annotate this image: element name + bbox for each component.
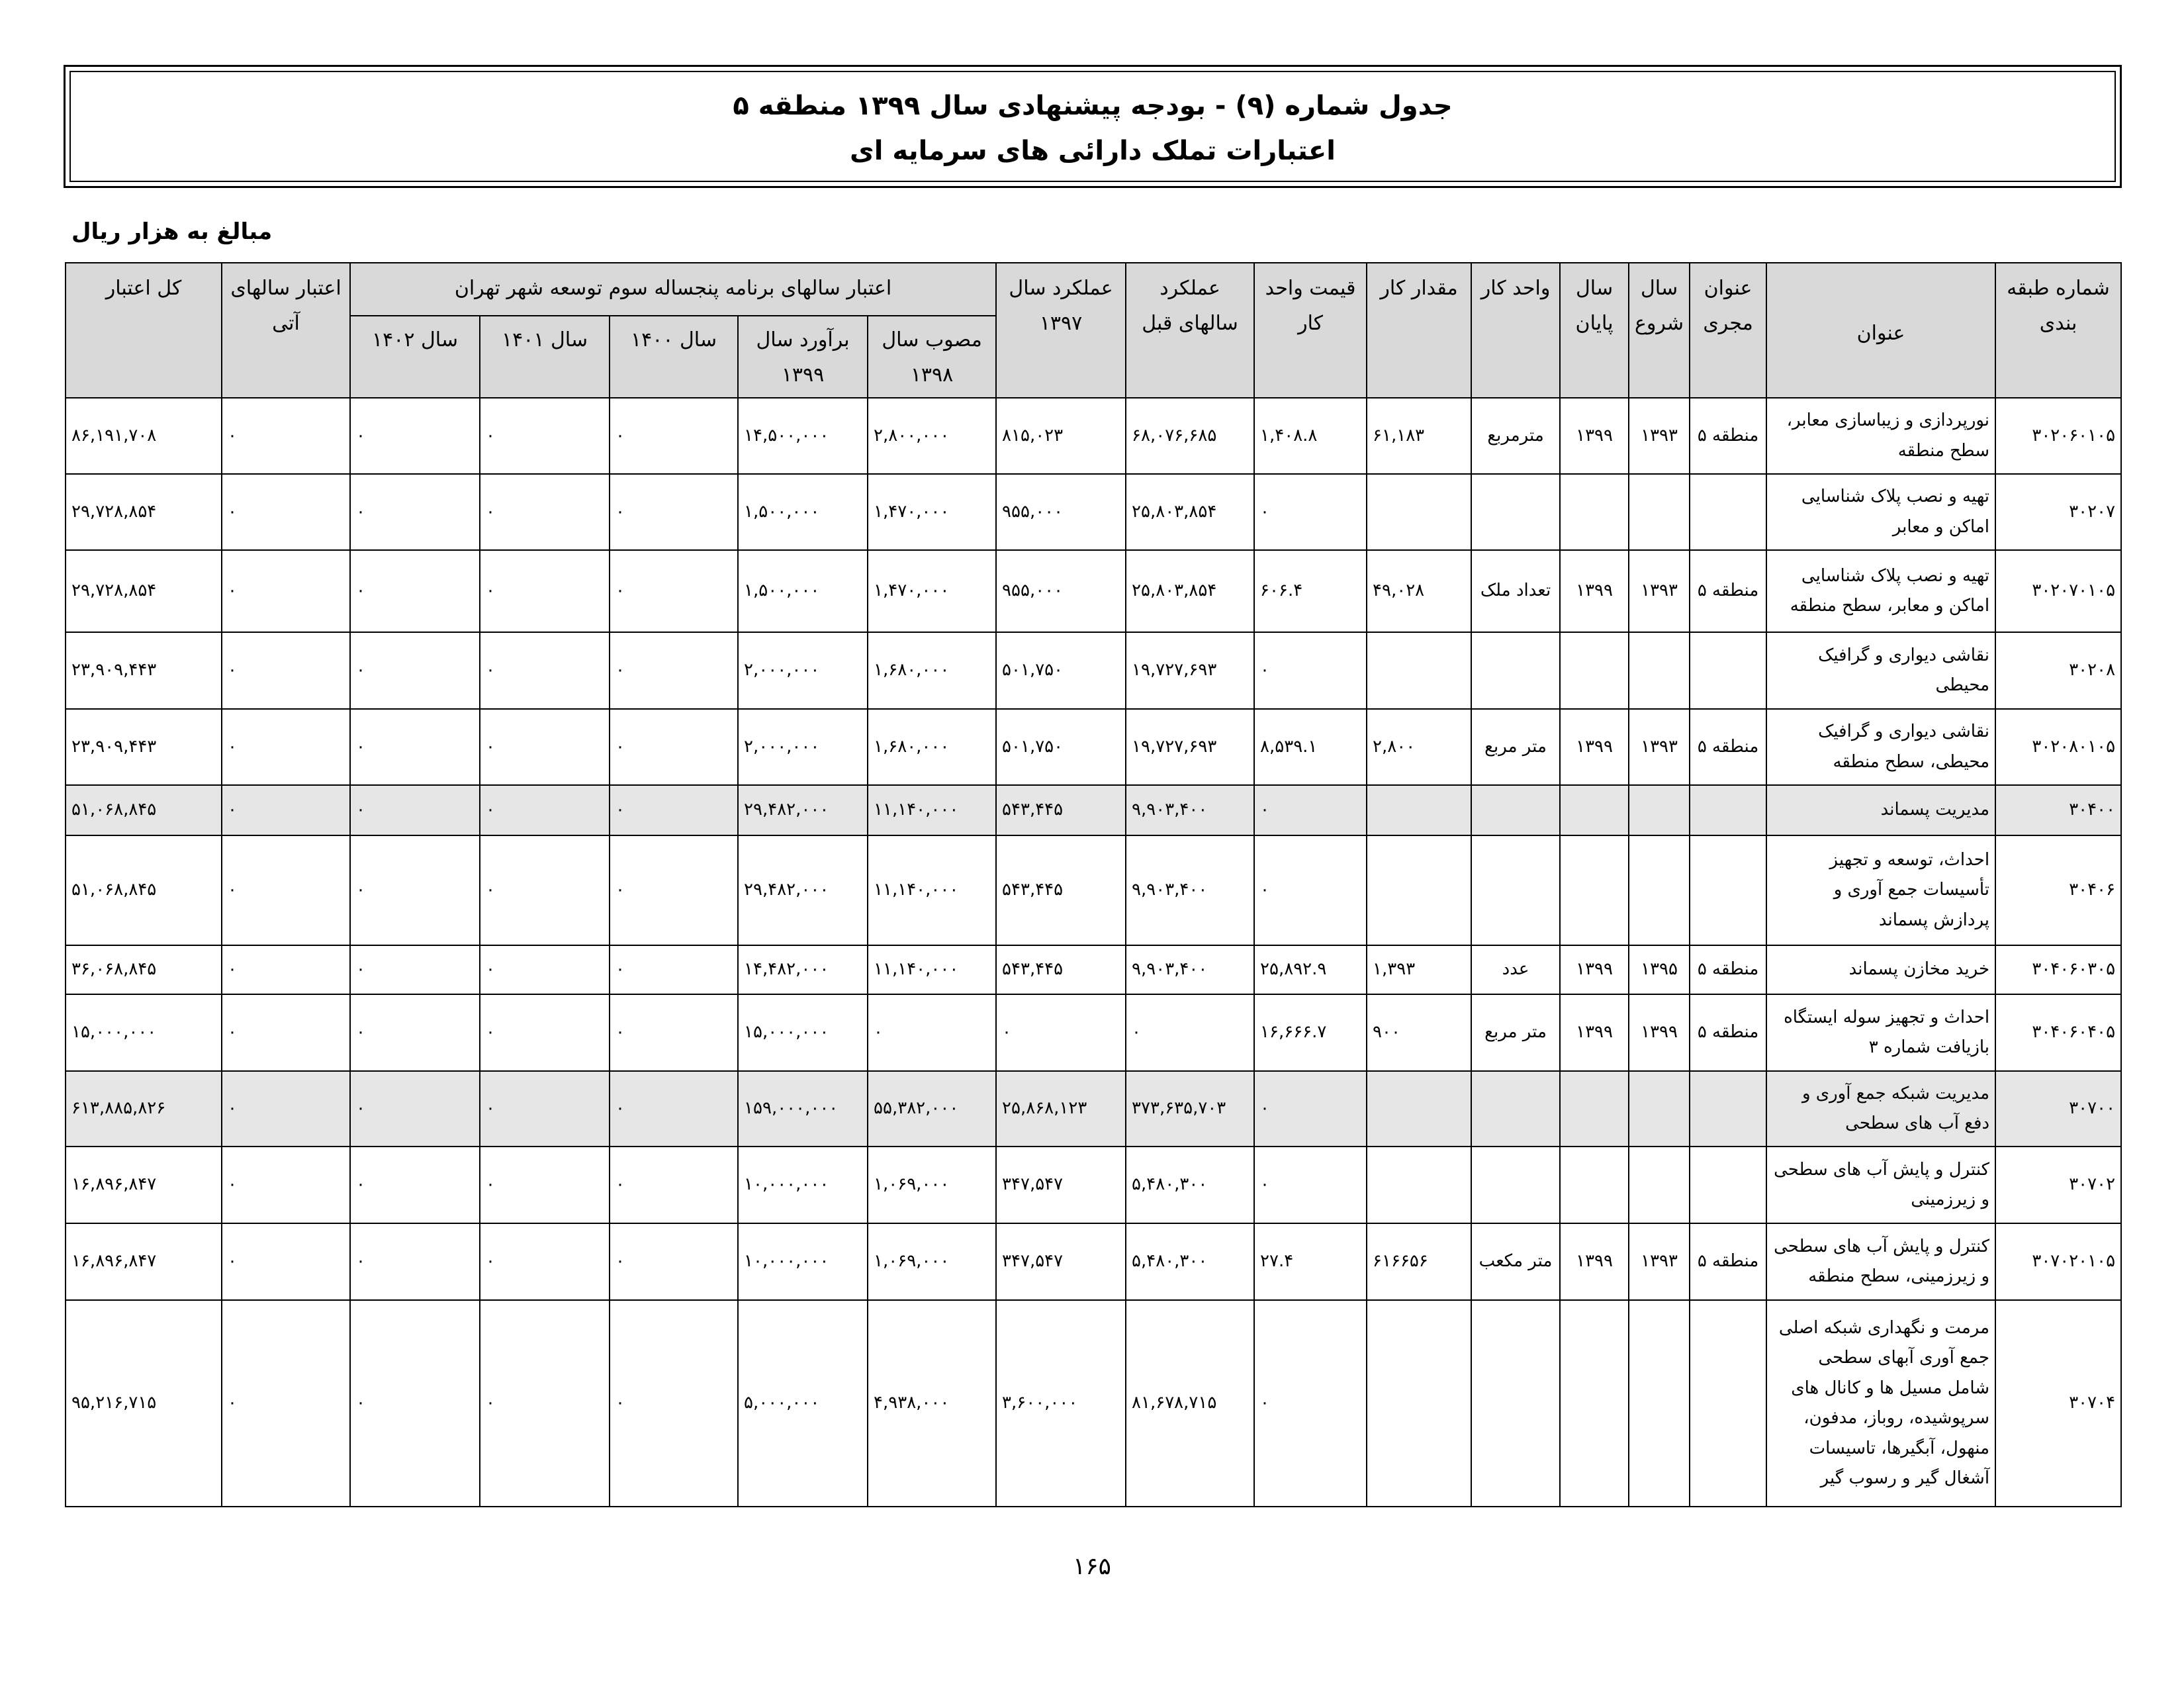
cell-unit <box>1471 1071 1560 1147</box>
cell-year-1401: ۰ <box>480 709 610 785</box>
cell-unit-price: ۰ <box>1254 632 1367 709</box>
table-row <box>66 398 2121 474</box>
cell-estimate-1399: ۱۰,۰۰۰,۰۰۰ <box>738 1147 868 1223</box>
cell-quantity <box>1367 785 1471 835</box>
cell-future: ۰ <box>222 709 350 785</box>
cell-title: تهیه و نصب پلاک شناسایی اماکن و معابر، سطح منطقه <box>1766 550 1995 632</box>
cell-start-year <box>1629 785 1690 835</box>
cell-prev-performance: ۵,۴۸۰,۳۰۰ <box>1126 1147 1254 1223</box>
cell-estimate-1399: ۵,۰۰۰,۰۰۰ <box>738 1300 868 1507</box>
cell-quantity <box>1367 1300 1471 1507</box>
cell-agent: منطقه ۵ <box>1690 550 1766 632</box>
table-row <box>66 474 2121 550</box>
cell-unit <box>1471 835 1560 945</box>
cell-future: ۰ <box>222 398 350 474</box>
header-total: کل اعتبار <box>66 263 222 398</box>
cell-quantity: ۶۱۶۶۵۶ <box>1367 1223 1471 1300</box>
cell-total: ۸۶,۱۹۱,۷۰۸ <box>66 398 222 474</box>
cell-code: ۳۰۴۰۰ <box>1995 785 2121 835</box>
cell-end-year <box>1560 835 1629 945</box>
cell-year-1400: ۰ <box>610 1300 738 1507</box>
cell-title: تهیه و نصب پلاک شناسایی اماکن و معابر <box>1766 474 1995 550</box>
cell-prev-performance: ۱۹,۷۲۷,۶۹۳ <box>1126 709 1254 785</box>
cell-quantity <box>1367 1147 1471 1223</box>
cell-unit: متر مربع <box>1471 709 1560 785</box>
cell-approved-1398: ۱۱,۱۴۰,۰۰۰ <box>868 835 996 945</box>
cell-code: ۳۰۲۰۸ <box>1995 632 2121 709</box>
cell-unit <box>1471 785 1560 835</box>
cell-total: ۳۶,۰۶۸,۸۴۵ <box>66 945 222 994</box>
cell-quantity <box>1367 474 1471 550</box>
cell-year-1402: ۰ <box>350 1147 480 1223</box>
cell-year-1400: ۰ <box>610 945 738 994</box>
cell-prev-performance: ۸۱,۶۷۸,۷۱۵ <box>1126 1300 1254 1507</box>
cell-year-1402: ۰ <box>350 398 480 474</box>
cell-year-1400: ۰ <box>610 398 738 474</box>
table-row-subtotal <box>66 1071 2121 1147</box>
table-row <box>66 945 2121 994</box>
table-row <box>66 550 2121 632</box>
cell-start-year: ۱۳۹۵ <box>1629 945 1690 994</box>
cell-year-1402: ۰ <box>350 1223 480 1300</box>
cell-end-year <box>1560 1071 1629 1147</box>
cell-performance-1397: ۹۵۵,۰۰۰ <box>996 474 1126 550</box>
cell-estimate-1399: ۱۵۹,۰۰۰,۰۰۰ <box>738 1071 868 1147</box>
cell-performance-1397: ۳۴۷,۵۴۷ <box>996 1147 1126 1223</box>
cell-code: ۳۰۷۰۲۰۱۰۵ <box>1995 1223 2121 1300</box>
cell-unit-price: ۲۵,۸۹۲.۹ <box>1254 945 1367 994</box>
cell-agent: منطقه ۵ <box>1690 709 1766 785</box>
cell-year-1401: ۰ <box>480 835 610 945</box>
cell-year-1401: ۰ <box>480 550 610 632</box>
cell-agent <box>1690 632 1766 709</box>
cell-end-year <box>1560 632 1629 709</box>
cell-agent: منطقه ۵ <box>1690 945 1766 994</box>
cell-unit: تعداد ملک <box>1471 550 1560 632</box>
cell-total: ۵۱,۰۶۸,۸۴۵ <box>66 785 222 835</box>
units-label: مبالغ به هزار ریال <box>71 218 273 245</box>
header-future: اعتبار سالهای آتی <box>222 263 350 398</box>
cell-approved-1398: ۲,۸۰۰,۰۰۰ <box>868 398 996 474</box>
cell-performance-1397: ۳۴۷,۵۴۷ <box>996 1223 1126 1300</box>
cell-estimate-1399: ۱,۵۰۰,۰۰۰ <box>738 474 868 550</box>
cell-estimate-1399: ۱,۵۰۰,۰۰۰ <box>738 550 868 632</box>
cell-future: ۰ <box>222 474 350 550</box>
cell-quantity: ۶۱,۱۸۳ <box>1367 398 1471 474</box>
cell-future: ۰ <box>222 785 350 835</box>
cell-quantity: ۹۰۰ <box>1367 994 1471 1071</box>
cell-year-1400: ۰ <box>610 785 738 835</box>
table-row-subtotal <box>66 785 2121 835</box>
cell-future: ۰ <box>222 1071 350 1147</box>
cell-prev-performance: ۳۷۳,۶۳۵,۷۰۳ <box>1126 1071 1254 1147</box>
cell-code: ۳۰۲۰۷ <box>1995 474 2121 550</box>
cell-total: ۵۱,۰۶۸,۸۴۵ <box>66 835 222 945</box>
cell-code: ۳۰۲۰۶۰۱۰۵ <box>1995 398 2121 474</box>
cell-code: ۳۰۲۰۸۰۱۰۵ <box>1995 709 2121 785</box>
cell-performance-1397: ۵۴۳,۴۴۵ <box>996 785 1126 835</box>
cell-total: ۲۹,۷۲۸,۸۵۴ <box>66 550 222 632</box>
cell-title: نقاشی دیواری و گرافیک محیطی، سطح منطقه <box>1766 709 1995 785</box>
cell-unit-price: ۲۷.۴ <box>1254 1223 1367 1300</box>
cell-prev-performance: ۰ <box>1126 994 1254 1071</box>
cell-estimate-1399: ۱۴,۵۰۰,۰۰۰ <box>738 398 868 474</box>
cell-total: ۹۵,۲۱۶,۷۱۵ <box>66 1300 222 1507</box>
cell-approved-1398: ۱۱,۱۴۰,۰۰۰ <box>868 945 996 994</box>
cell-approved-1398: ۰ <box>868 994 996 1071</box>
cell-unit-price: ۰ <box>1254 835 1367 945</box>
table-row <box>66 1147 2121 1223</box>
cell-performance-1397: ۲۵,۸۶۸,۱۲۳ <box>996 1071 1126 1147</box>
header-start-year: سال شروع <box>1629 263 1690 398</box>
cell-year-1401: ۰ <box>480 398 610 474</box>
cell-quantity <box>1367 1071 1471 1147</box>
table-row <box>66 1300 2121 1507</box>
cell-end-year: ۱۳۹۹ <box>1560 709 1629 785</box>
cell-year-1401: ۰ <box>480 1147 610 1223</box>
cell-total: ۲۹,۷۲۸,۸۵۴ <box>66 474 222 550</box>
cell-estimate-1399: ۱۴,۴۸۲,۰۰۰ <box>738 945 868 994</box>
cell-performance-1397: ۳,۶۰۰,۰۰۰ <box>996 1300 1126 1507</box>
cell-future: ۰ <box>222 1223 350 1300</box>
cell-start-year <box>1629 632 1690 709</box>
cell-year-1402: ۰ <box>350 550 480 632</box>
cell-year-1400: ۰ <box>610 474 738 550</box>
cell-performance-1397: ۰ <box>996 994 1126 1071</box>
cell-prev-performance: ۱۹,۷۲۷,۶۹۳ <box>1126 632 1254 709</box>
cell-end-year: ۱۳۹۹ <box>1560 550 1629 632</box>
cell-year-1400: ۰ <box>610 550 738 632</box>
cell-estimate-1399: ۱۰,۰۰۰,۰۰۰ <box>738 1223 868 1300</box>
cell-start-year: ۱۳۹۳ <box>1629 1223 1690 1300</box>
cell-estimate-1399: ۱۵,۰۰۰,۰۰۰ <box>738 994 868 1071</box>
header-plan-group: اعتبار سالهای برنامه پنجساله سوم توسعه شهر تهران <box>350 263 996 316</box>
cell-agent: منطقه ۵ <box>1690 1223 1766 1300</box>
cell-title: مدیریت شبکه جمع آوری و دفع آب های سطحی <box>1766 1071 1995 1147</box>
cell-year-1402: ۰ <box>350 994 480 1071</box>
cell-performance-1397: ۵۰۱,۷۵۰ <box>996 632 1126 709</box>
cell-agent: منطقه ۵ <box>1690 398 1766 474</box>
cell-end-year: ۱۳۹۹ <box>1560 398 1629 474</box>
cell-title: احداث و تجهیز سوله ایستگاه بازیافت شماره ۳ <box>1766 994 1995 1071</box>
cell-total: ۶۱۳,۸۸۵,۸۲۶ <box>66 1071 222 1147</box>
cell-unit: متر مکعب <box>1471 1223 1560 1300</box>
cell-code: ۳۰۴۰۶۰۴۰۵ <box>1995 994 2121 1071</box>
cell-year-1402: ۰ <box>350 632 480 709</box>
cell-total: ۱۶,۸۹۶,۸۴۷ <box>66 1223 222 1300</box>
cell-prev-performance: ۶۸,۰۷۶,۶۸۵ <box>1126 398 1254 474</box>
cell-end-year <box>1560 474 1629 550</box>
cell-end-year <box>1560 785 1629 835</box>
cell-unit <box>1471 1147 1560 1223</box>
cell-approved-1398: ۵۵,۳۸۲,۰۰۰ <box>868 1071 996 1147</box>
header-year-1400: سال ۱۴۰۰ <box>610 316 738 398</box>
header-approved-1398: مصوب سال ۱۳۹۸ <box>868 316 996 398</box>
cell-year-1401: ۰ <box>480 945 610 994</box>
cell-code: ۳۰۷۰۰ <box>1995 1071 2121 1147</box>
table-row <box>66 835 2121 945</box>
cell-prev-performance: ۹,۹۰۳,۴۰۰ <box>1126 835 1254 945</box>
cell-approved-1398: ۱,۰۶۹,۰۰۰ <box>868 1147 996 1223</box>
cell-unit-price: ۱,۴۰۸.۸ <box>1254 398 1367 474</box>
cell-year-1401: ۰ <box>480 785 610 835</box>
title-box-inner <box>69 71 2116 182</box>
cell-estimate-1399: ۲۹,۴۸۲,۰۰۰ <box>738 835 868 945</box>
cell-year-1401: ۰ <box>480 1223 610 1300</box>
cell-agent <box>1690 835 1766 945</box>
cell-approved-1398: ۱۱,۱۴۰,۰۰۰ <box>868 785 996 835</box>
cell-quantity: ۴۹,۰۲۸ <box>1367 550 1471 632</box>
cell-start-year <box>1629 474 1690 550</box>
cell-year-1400: ۰ <box>610 1223 738 1300</box>
cell-total: ۱۶,۸۹۶,۸۴۷ <box>66 1147 222 1223</box>
table-row <box>66 709 2121 785</box>
page-number: ۱۶۵ <box>1072 1553 1111 1580</box>
header-estimate-1399: برآورد سال ۱۳۹۹ <box>738 316 868 398</box>
page-title: جدول شماره (۹) - بودجه پیشنهادی سال ۱۳۹۹ منطقه ۵ <box>733 91 1453 121</box>
cell-agent: منطقه ۵ <box>1690 994 1766 1071</box>
cell-year-1402: ۰ <box>350 785 480 835</box>
cell-unit-price: ۶۰۶.۴ <box>1254 550 1367 632</box>
table-row <box>66 632 2121 709</box>
cell-performance-1397: ۸۱۵,۰۲۳ <box>996 398 1126 474</box>
cell-end-year <box>1560 1300 1629 1507</box>
cell-future: ۰ <box>222 550 350 632</box>
cell-future: ۰ <box>222 1147 350 1223</box>
cell-year-1400: ۰ <box>610 632 738 709</box>
cell-total: ۲۳,۹۰۹,۴۴۳ <box>66 709 222 785</box>
cell-year-1400: ۰ <box>610 1071 738 1147</box>
cell-future: ۰ <box>222 632 350 709</box>
cell-unit: مترمربع <box>1471 398 1560 474</box>
cell-agent <box>1690 1300 1766 1507</box>
cell-unit <box>1471 632 1560 709</box>
cell-year-1402: ۰ <box>350 945 480 994</box>
cell-code: ۳۰۴۰۶۰۳۰۵ <box>1995 945 2121 994</box>
header-performance-1397: عملکرد سال ۱۳۹۷ <box>996 263 1126 398</box>
cell-future: ۰ <box>222 835 350 945</box>
table-header <box>66 263 2121 398</box>
cell-quantity: ۲,۸۰۰ <box>1367 709 1471 785</box>
cell-performance-1397: ۵۴۳,۴۴۵ <box>996 835 1126 945</box>
header-agent: عنوان مجری <box>1690 263 1766 398</box>
cell-unit-price: ۰ <box>1254 474 1367 550</box>
table-row <box>66 1223 2121 1300</box>
header-title: عنوان <box>1766 263 1995 398</box>
cell-title: کنترل و پایش آب های سطحی و زیرزمینی، سطح منطقه <box>1766 1223 1995 1300</box>
cell-year-1400: ۰ <box>610 1147 738 1223</box>
cell-future: ۰ <box>222 994 350 1071</box>
cell-unit: عدد <box>1471 945 1560 994</box>
cell-prev-performance: ۹,۹۰۳,۴۰۰ <box>1126 945 1254 994</box>
cell-unit-price: ۰ <box>1254 1300 1367 1507</box>
header-code: شماره طبقه بندی <box>1995 263 2121 398</box>
budget-table <box>65 262 2122 1507</box>
cell-start-year <box>1629 1300 1690 1507</box>
cell-year-1400: ۰ <box>610 709 738 785</box>
header-quantity: مقدار کار <box>1367 263 1471 398</box>
table-body <box>66 398 2121 1507</box>
cell-quantity <box>1367 835 1471 945</box>
cell-start-year: ۱۳۹۳ <box>1629 550 1690 632</box>
cell-start-year: ۱۳۹۹ <box>1629 994 1690 1071</box>
table-row <box>66 994 2121 1071</box>
cell-start-year: ۱۳۹۳ <box>1629 398 1690 474</box>
cell-agent <box>1690 785 1766 835</box>
cell-quantity <box>1367 632 1471 709</box>
cell-total: ۱۵,۰۰۰,۰۰۰ <box>66 994 222 1071</box>
cell-year-1401: ۰ <box>480 1071 610 1147</box>
cell-approved-1398: ۱,۶۸۰,۰۰۰ <box>868 709 996 785</box>
header-prev-performance: عملکرد سالهای قبل <box>1126 263 1254 398</box>
cell-title: مرمت و نگهداری شبکه اصلی جمع آوری آبهای سطحی شامل مسیل ها و کانال های سرپوشیده، روباز، مدفون، منهول، آبگیرها، تاسیسات آشغال گیر و رسوب گیر <box>1766 1300 1995 1507</box>
cell-year-1402: ۰ <box>350 1071 480 1147</box>
cell-code: ۳۰۴۰۶ <box>1995 835 2121 945</box>
cell-start-year <box>1629 1071 1690 1147</box>
cell-year-1401: ۰ <box>480 994 610 1071</box>
cell-approved-1398: ۴,۹۳۸,۰۰۰ <box>868 1300 996 1507</box>
cell-agent <box>1690 1147 1766 1223</box>
cell-unit-price: ۰ <box>1254 1071 1367 1147</box>
cell-unit-price: ۰ <box>1254 1147 1367 1223</box>
cell-unit-price: ۰ <box>1254 785 1367 835</box>
header-year-1402: سال ۱۴۰۲ <box>350 316 480 398</box>
cell-prev-performance: ۲۵,۸۰۳,۸۵۴ <box>1126 474 1254 550</box>
title-box <box>64 65 2122 188</box>
cell-estimate-1399: ۲,۰۰۰,۰۰۰ <box>738 632 868 709</box>
cell-year-1402: ۰ <box>350 709 480 785</box>
cell-year-1400: ۰ <box>610 994 738 1071</box>
cell-year-1402: ۰ <box>350 1300 480 1507</box>
page-subtitle: اعتبارات تملک دارائی های سرمایه ای <box>850 136 1336 166</box>
cell-title: کنترل و پایش آب های سطحی و زیرزمینی <box>1766 1147 1995 1223</box>
cell-title: مدیریت پسماند <box>1766 785 1995 835</box>
cell-title: احداث، توسعه و تجهیز تأسیسات جمع آوری و پردازش پسماند <box>1766 835 1995 945</box>
cell-prev-performance: ۵,۴۸۰,۳۰۰ <box>1126 1223 1254 1300</box>
cell-prev-performance: ۹,۹۰۳,۴۰۰ <box>1126 785 1254 835</box>
cell-year-1401: ۰ <box>480 632 610 709</box>
cell-year-1402: ۰ <box>350 474 480 550</box>
cell-code: ۳۰۷۰۲ <box>1995 1147 2121 1223</box>
cell-performance-1397: ۹۵۵,۰۰۰ <box>996 550 1126 632</box>
cell-approved-1398: ۱,۴۷۰,۰۰۰ <box>868 550 996 632</box>
cell-unit <box>1471 474 1560 550</box>
cell-approved-1398: ۱,۰۶۹,۰۰۰ <box>868 1223 996 1300</box>
cell-start-year: ۱۳۹۳ <box>1629 709 1690 785</box>
cell-agent <box>1690 474 1766 550</box>
header-unit: واحد کار <box>1471 263 1560 398</box>
cell-title: نورپردازی و زیباسازی معابر، سطح منطقه <box>1766 398 1995 474</box>
header-end-year: سال پایان <box>1560 263 1629 398</box>
cell-end-year <box>1560 1147 1629 1223</box>
cell-agent <box>1690 1071 1766 1147</box>
header-unit-price: قیمت واحد کار <box>1254 263 1367 398</box>
cell-approved-1398: ۱,۶۸۰,۰۰۰ <box>868 632 996 709</box>
cell-title: خرید مخازن پسماند <box>1766 945 1995 994</box>
cell-year-1401: ۰ <box>480 474 610 550</box>
cell-start-year <box>1629 1147 1690 1223</box>
cell-unit-price: ۱۶,۶۶۶.۷ <box>1254 994 1367 1071</box>
cell-code: ۳۰۷۰۴ <box>1995 1300 2121 1507</box>
cell-prev-performance: ۲۵,۸۰۳,۸۵۴ <box>1126 550 1254 632</box>
cell-total: ۲۳,۹۰۹,۴۴۳ <box>66 632 222 709</box>
cell-estimate-1399: ۲۹,۴۸۲,۰۰۰ <box>738 785 868 835</box>
cell-code: ۳۰۲۰۷۰۱۰۵ <box>1995 550 2121 632</box>
cell-end-year: ۱۳۹۹ <box>1560 1223 1629 1300</box>
cell-end-year: ۱۳۹۹ <box>1560 994 1629 1071</box>
cell-estimate-1399: ۲,۰۰۰,۰۰۰ <box>738 709 868 785</box>
cell-performance-1397: ۵۴۳,۴۴۵ <box>996 945 1126 994</box>
cell-unit-price: ۸,۵۳۹.۱ <box>1254 709 1367 785</box>
cell-quantity: ۱,۳۹۳ <box>1367 945 1471 994</box>
cell-end-year: ۱۳۹۹ <box>1560 945 1629 994</box>
cell-approved-1398: ۱,۴۷۰,۰۰۰ <box>868 474 996 550</box>
cell-unit <box>1471 1300 1560 1507</box>
cell-performance-1397: ۵۰۱,۷۵۰ <box>996 709 1126 785</box>
cell-start-year <box>1629 835 1690 945</box>
header-year-1401: سال ۱۴۰۱ <box>480 316 610 398</box>
cell-year-1402: ۰ <box>350 835 480 945</box>
cell-future: ۰ <box>222 1300 350 1507</box>
cell-title: نقاشی دیواری و گرافیک محیطی <box>1766 632 1995 709</box>
cell-unit: متر مربع <box>1471 994 1560 1071</box>
cell-year-1401: ۰ <box>480 1300 610 1507</box>
cell-year-1400: ۰ <box>610 835 738 945</box>
cell-future: ۰ <box>222 945 350 994</box>
